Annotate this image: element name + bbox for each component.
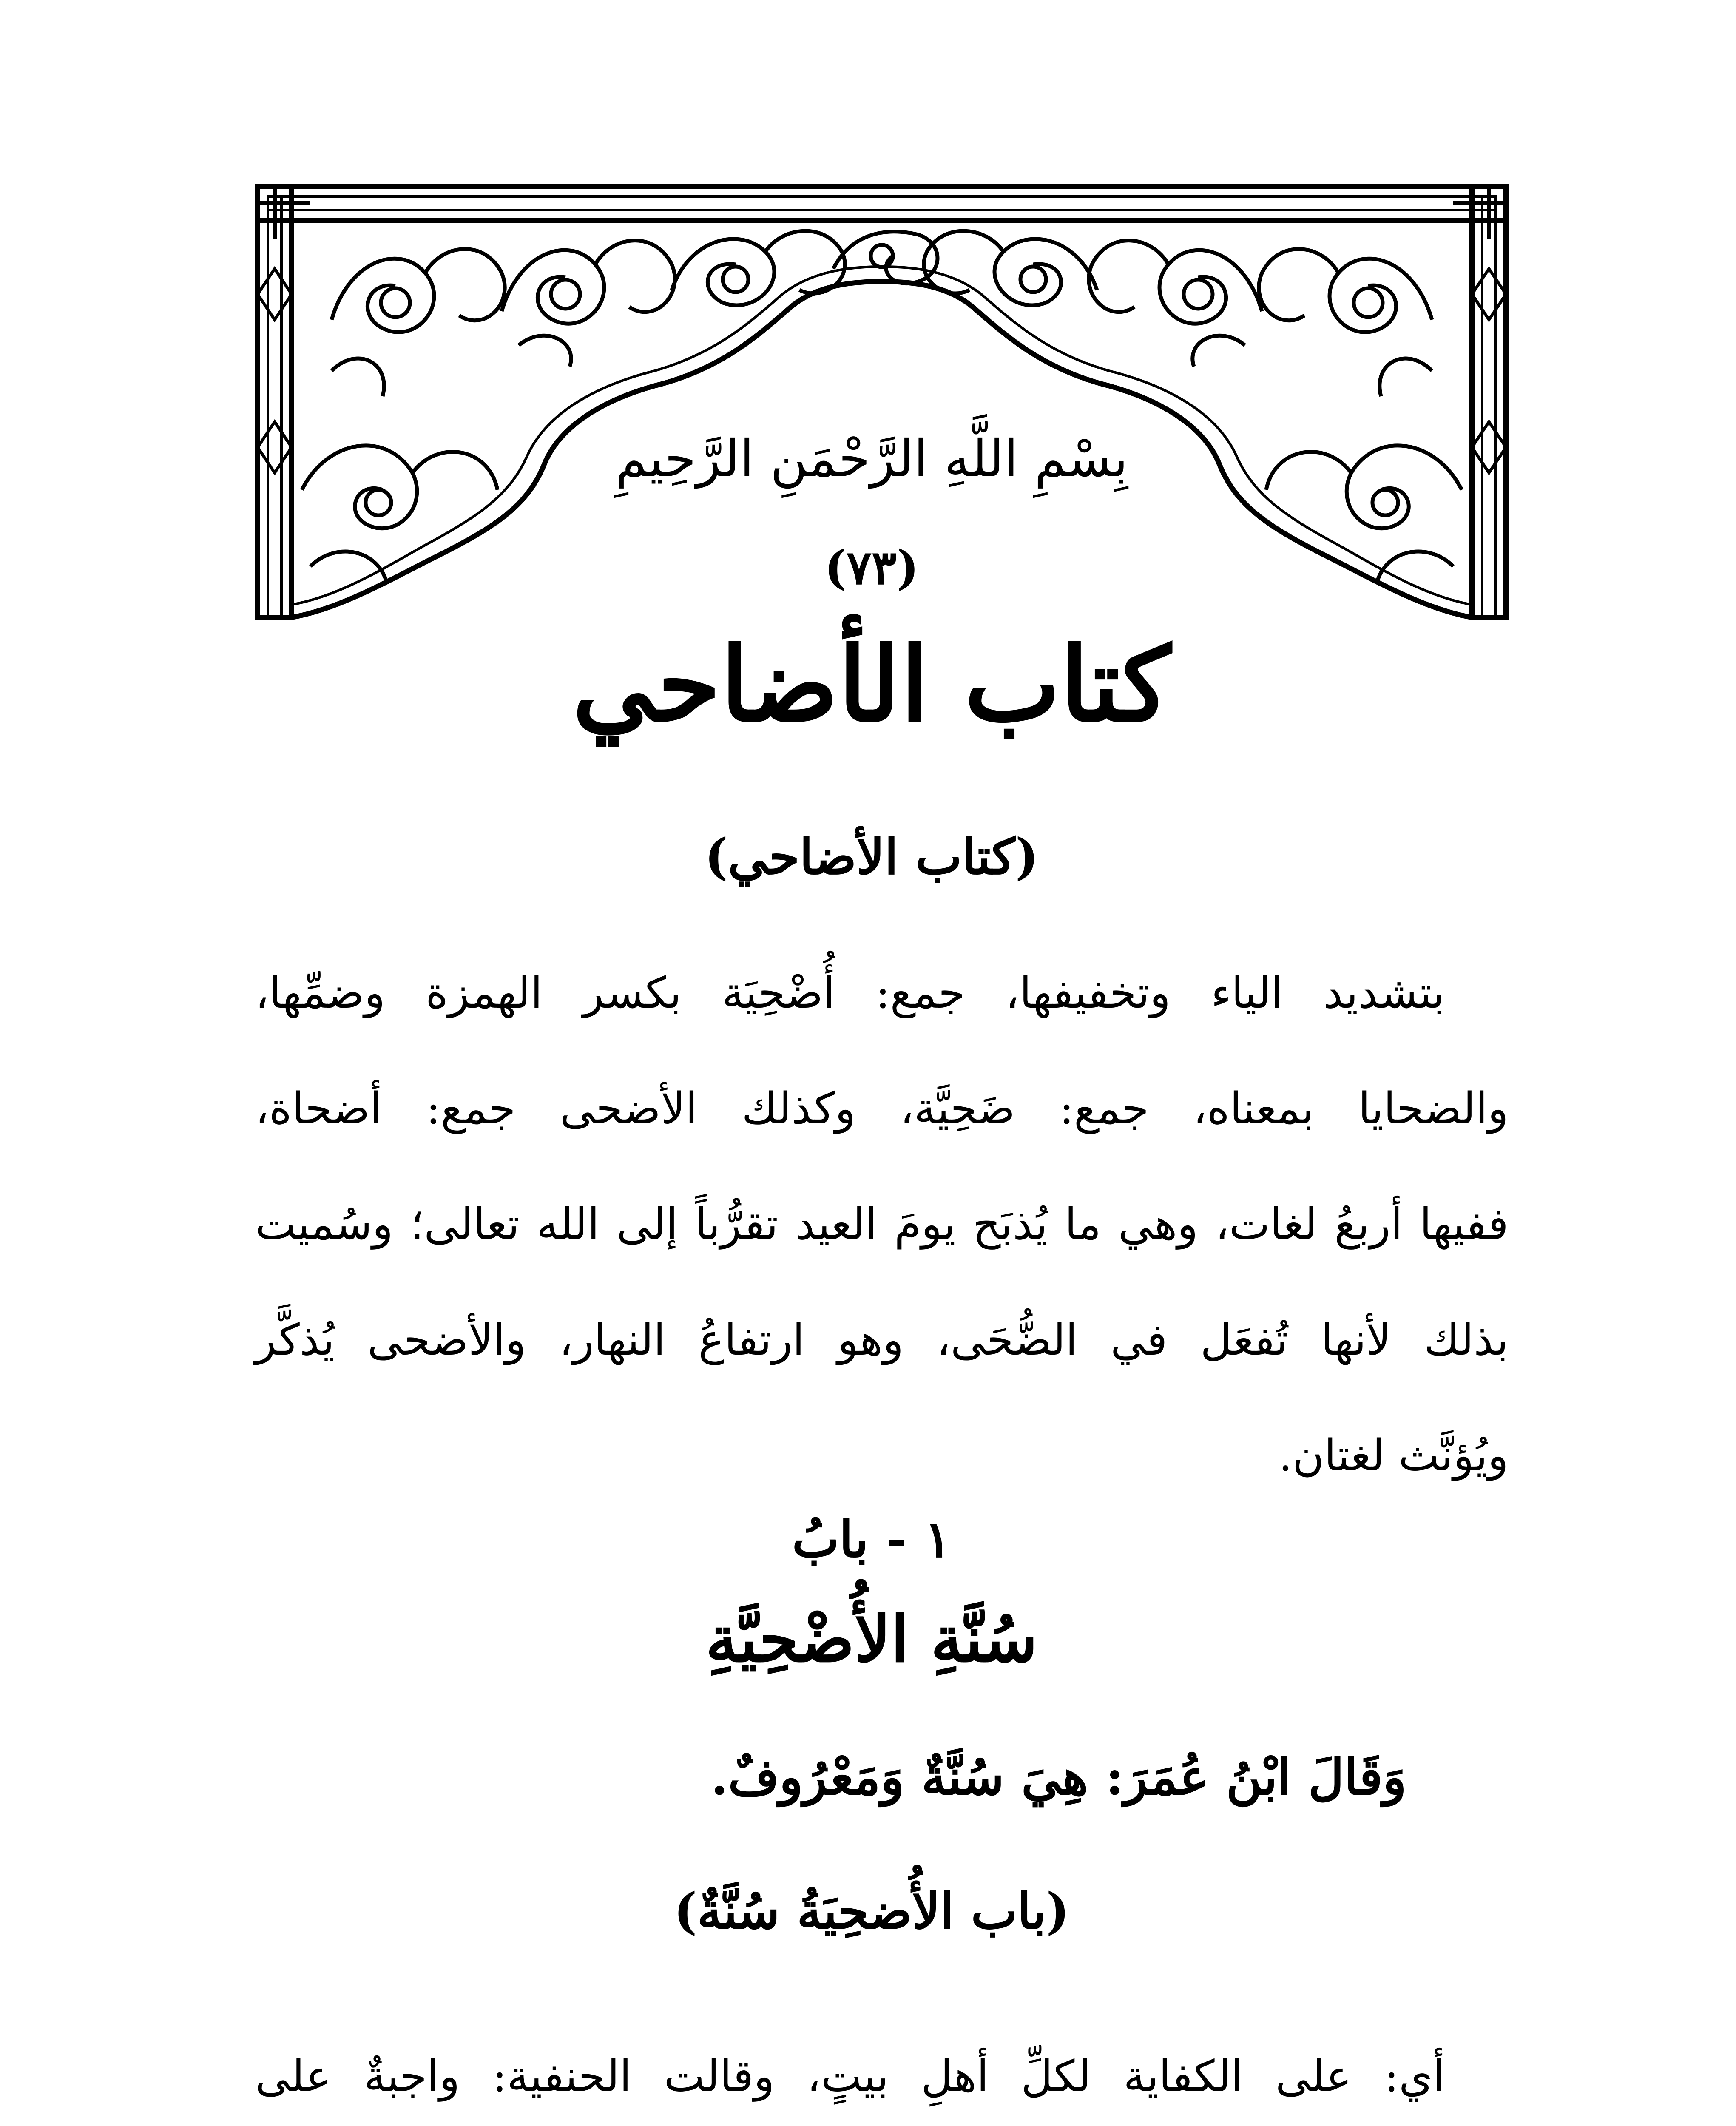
chapter-title: سُنَّةِ الأُضْحِيَّةِ [705,1602,1038,1677]
commentary-heading: (باب الأُضحِيَةُ سُنَّةٌ) [673,1882,1070,1940]
chapter-quote: وَقَالَ ابْنُ عُمَرَ: هِيَ سُنَّةٌ وَمَعْرُوفٌ. [711,1748,1406,1806]
book-title: كتاب الأضاحي [572,625,1171,745]
intro-paragraph [255,935,1509,1514]
paragraph-line: ويُؤنَّث لغتان. [1279,1430,1509,1481]
chapter-number: ١ - بابُ [792,1509,952,1569]
paragraph-line: ففيها أربعُ لغات، وهي ما يُذبَح يومَ العيد تقرُّباً إلى الله تعالى؛ وسُميت [255,1199,1509,1250]
paragraph-line: بتشديد الياء وتخفيفها، جمع: أُضْحِيَة بكسر الهمزة وضمِّها، [255,968,1445,1018]
basmala: بِسْمِ اللَّهِ الرَّحْمَنِ الرَّحِيمِ [615,429,1128,489]
commentary-title: (كتاب الأضاحي) [705,828,1039,886]
paragraph-line: أي: على الكفاية لكلِّ أهلِ بيتٍ، وقالت الحنفية: واجبةٌ على [255,2051,1445,2102]
book-number: (٧٣) [824,540,919,595]
paragraph-line: بذلك لأنها تُفعَل في الضُّحَى، وهو ارتفاعُ النهار، والأضحى يُذكَّر [255,1315,1509,1365]
paragraph-line: والضحايا بمعناه، جمع: ضَحِيَّة، وكذلك الأضحى جمع: أضحاة، [255,1083,1509,1134]
commentary-paragraph [255,2024,1509,2126]
chapter-quote-block [255,1735,1509,1820]
